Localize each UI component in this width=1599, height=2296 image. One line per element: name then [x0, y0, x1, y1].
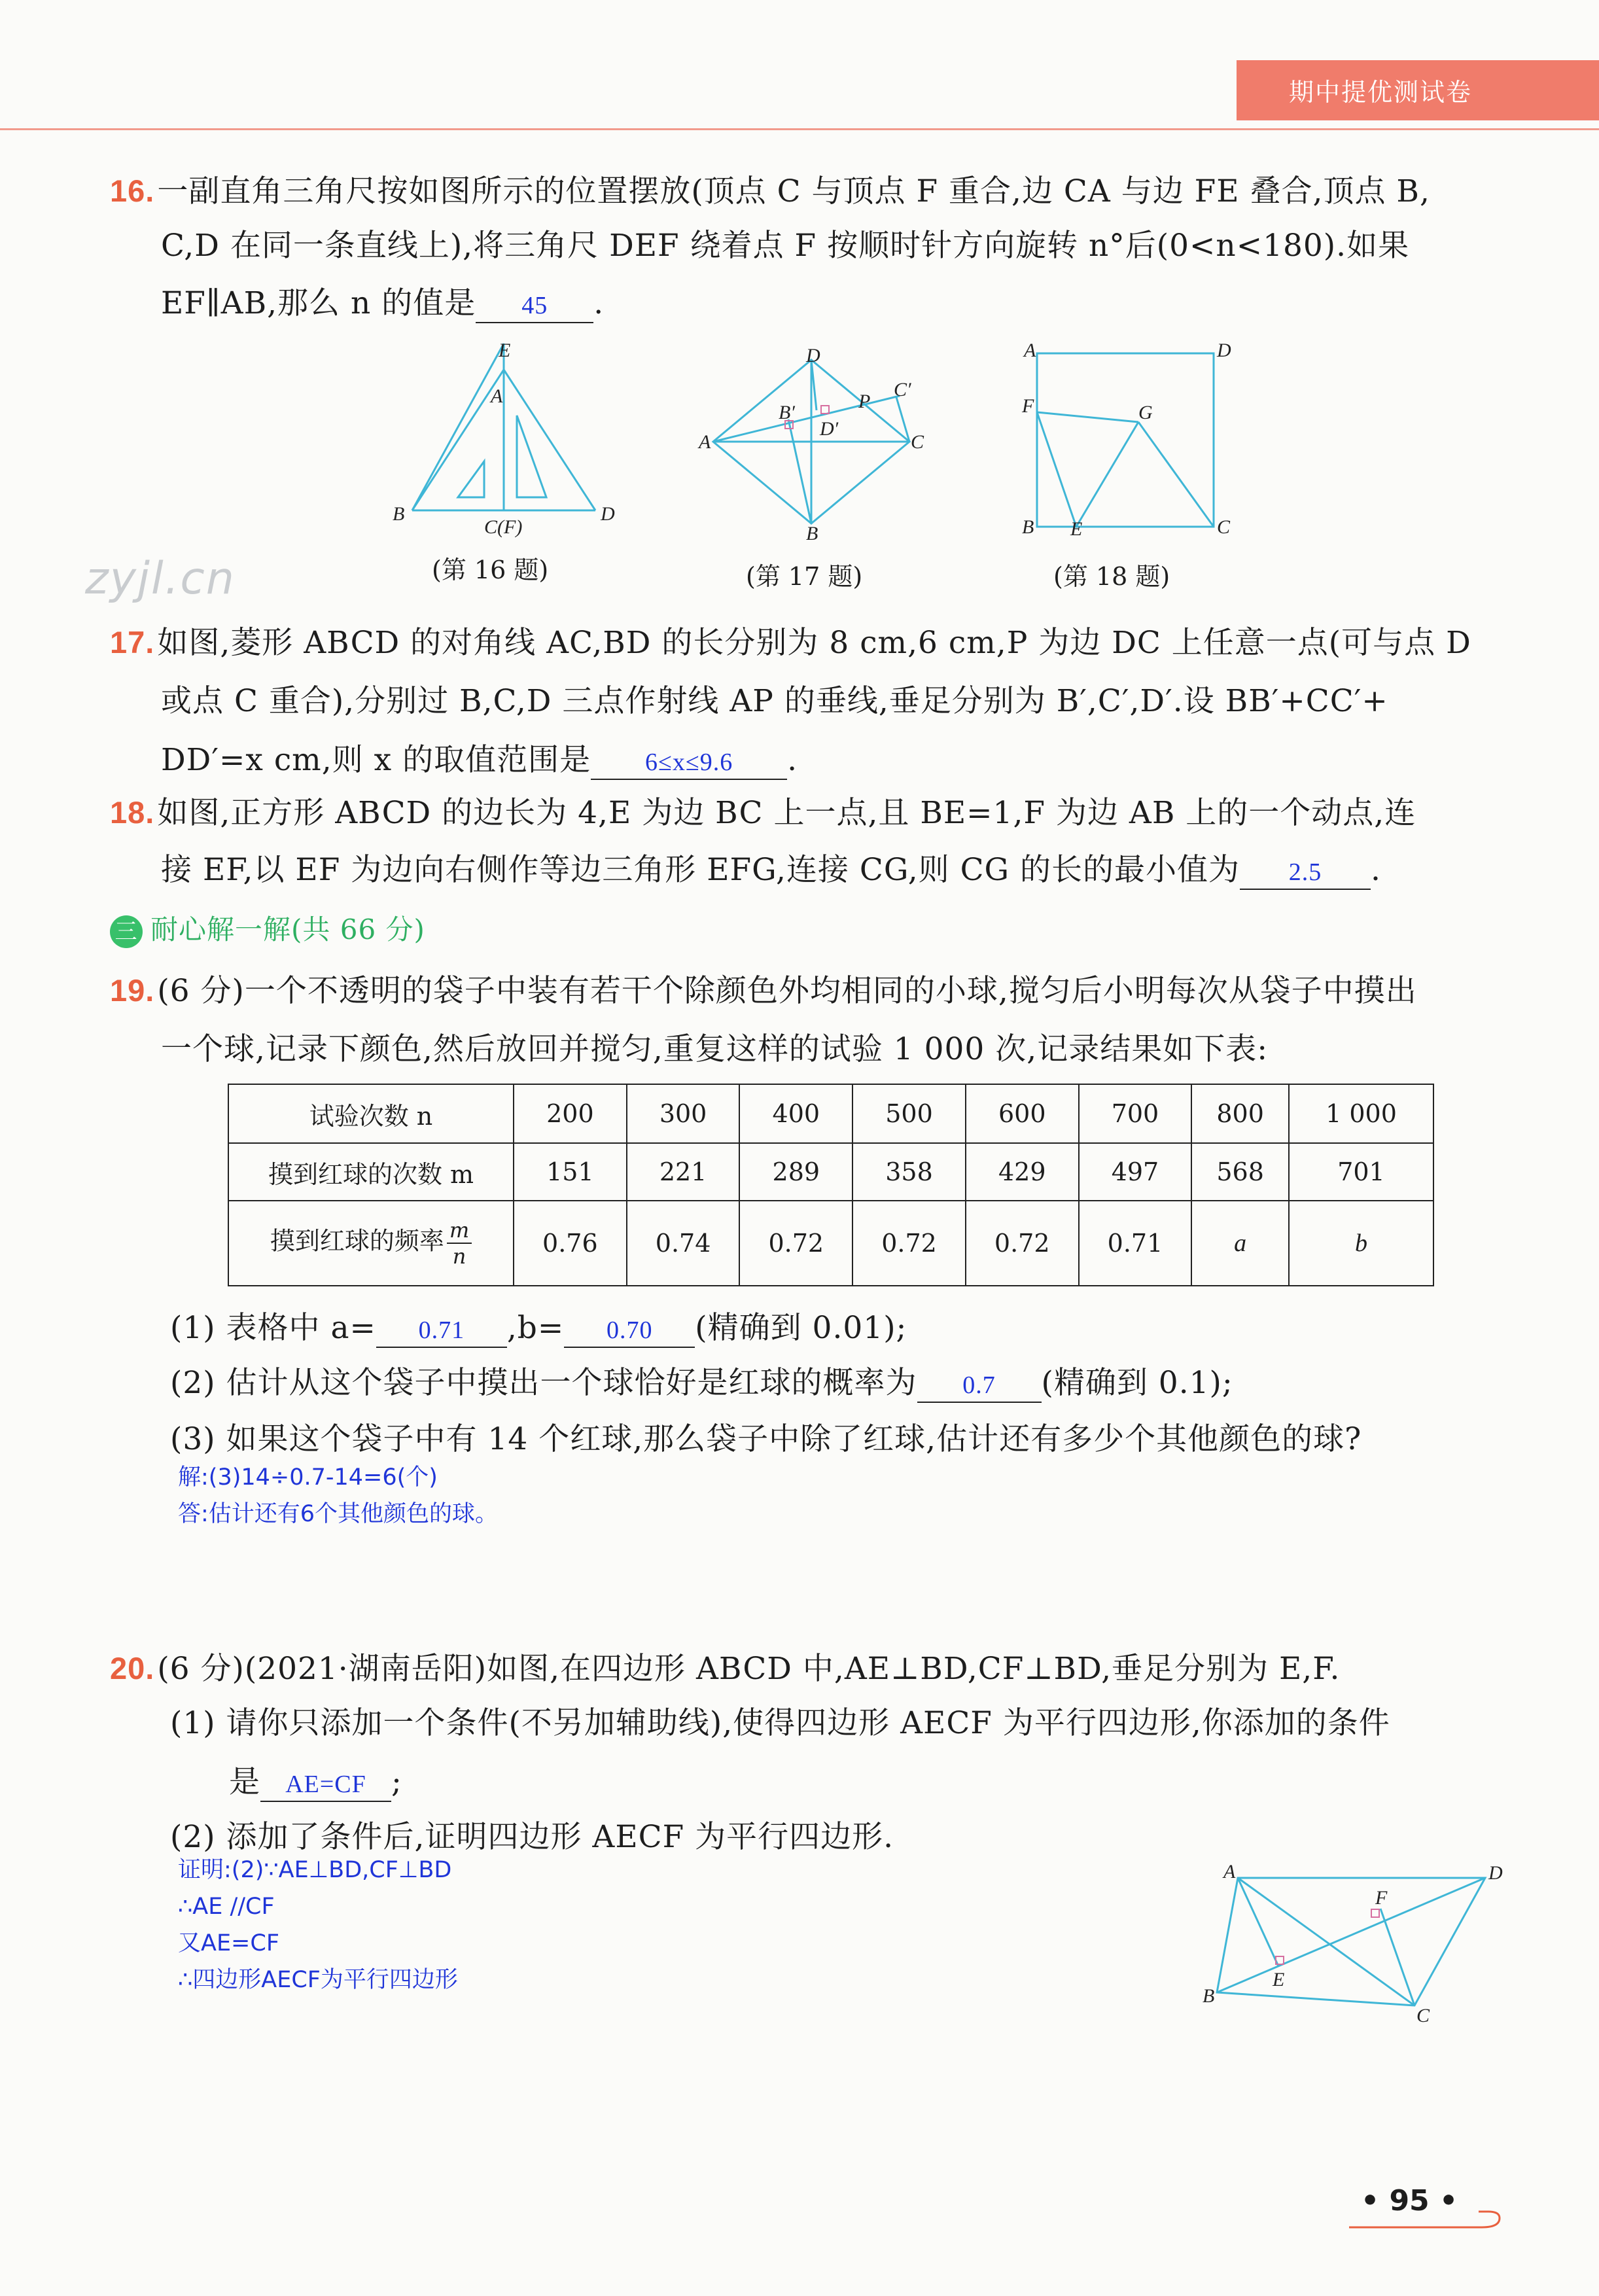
q16-text-3-end: . [593, 285, 605, 321]
table-cell: 221 [627, 1143, 740, 1201]
figure-17 [699, 344, 936, 544]
table-cell: 701 [1289, 1143, 1433, 1201]
fig20-label-A: A [1223, 1861, 1236, 1882]
fig16-label-D: D [601, 503, 615, 525]
fig18-label-E: E [1070, 518, 1083, 540]
q16-line1 [110, 162, 1430, 221]
q18-number: 18. [110, 795, 155, 830]
table-cell: 400 [739, 1084, 852, 1143]
q20-proof-2: ∴AE //CF [178, 1894, 275, 1920]
table-cell: 151 [514, 1143, 627, 1201]
q17-answer-blank [591, 742, 787, 780]
q16-text-1: 一副直角三角尺按如图所示的位置摆放(顶点 C 与顶点 F 重合,边 CA 与边 FE 叠合,顶点 B, [157, 173, 1430, 209]
fraction-denominator: n [452, 1244, 466, 1269]
q19-text-1: (6 分)一个不透明的袋子中装有若干个除颜色外均相同的小球,搅匀后小明每次从袋子中摸出 [157, 973, 1417, 1009]
q16-answer: 45 [521, 292, 548, 319]
table-cell: 0.76 [514, 1201, 627, 1286]
table-cell: b [1289, 1201, 1433, 1286]
q20-p1-pre: 是 [229, 1764, 260, 1800]
fig18-label-D: D [1217, 340, 1231, 361]
q16-number: 16. [110, 173, 155, 208]
fig20-label-E: E [1273, 1969, 1285, 1990]
table-cell-label: 试验次数 n [228, 1084, 514, 1143]
q17-text-3: DD′=x cm,则 x 的取值范围是 [161, 742, 591, 778]
table-cell: 600 [966, 1084, 1079, 1143]
q19-p1-blank-a [376, 1310, 507, 1348]
table-cell: 289 [739, 1143, 852, 1201]
q19-p2-text: (2) 估计从这个袋子中摸出一个球恰好是红球的概率为 [170, 1365, 917, 1401]
q19-part3: (3) 如果这个袋子中有 14 个红球,那么袋子中除了红球,估计还有多少个其他颜色的球? [170, 1421, 1362, 1457]
q20-part2: (2) 添加了条件后,证明四边形 AECF 为平行四边形. [170, 1819, 894, 1855]
fig18-caption: (第 18 题) [1053, 562, 1170, 591]
q19-part2 [170, 1357, 1233, 1409]
q19-solution-2: 答:估计还有6个其他颜色的球。 [178, 1501, 499, 1527]
watermark: zyjl.cn [85, 553, 236, 605]
q17-line2: 或点 C 重合),分别过 B,C,D 三点作射线 AP 的垂线,垂足分别为 B′,C′,D′.设 BB′+CC′+ [161, 683, 1388, 719]
fig17-label-C: C [911, 431, 924, 453]
figure-20 [1197, 1861, 1511, 2028]
fig17-label-Dprime: D′ [820, 418, 839, 440]
q20-part1-line2 [229, 1754, 402, 1811]
table-cell: 429 [966, 1143, 1079, 1201]
q19-p2-blank [917, 1365, 1042, 1403]
q19-p1-mid: ,b= [506, 1310, 565, 1346]
fig16-label-A: A [491, 385, 503, 407]
fig20-label-B: B [1203, 1985, 1215, 2007]
fig17-label-P: P [858, 391, 871, 412]
q19-table [228, 1084, 1434, 1286]
q16-line3 [161, 275, 604, 332]
q19-p2-answer: 0.7 [962, 1371, 996, 1399]
fig16-label-B: B [393, 503, 405, 525]
fig16-caption: (第 16 题) [432, 556, 549, 584]
table-row-freq [228, 1201, 1433, 1286]
fig18-label-C: C [1217, 516, 1231, 538]
section3-badge: 三 [110, 915, 143, 948]
q20-number: 20. [110, 1651, 155, 1686]
freq-label: 摸到红球的频率 [270, 1226, 444, 1256]
q19-p1-post: (精确到 0.01); [695, 1310, 907, 1346]
table-cell-label: 摸到红球的次数 m [228, 1143, 514, 1201]
q20-p1-post: ; [391, 1764, 402, 1800]
fig17-label-Bprime: B′ [779, 402, 795, 423]
fig20-label-C: C [1416, 2005, 1430, 2026]
q19-p1-answer-b: 0.70 [606, 1316, 653, 1344]
table-cell: 0.74 [627, 1201, 740, 1286]
header-divider [0, 128, 1599, 130]
fig20-label-F: F [1375, 1887, 1388, 1909]
q18-line1 [110, 784, 1416, 842]
fig18-label-F: F [1022, 395, 1034, 417]
q17-line3 [161, 732, 798, 789]
q19-part1 [170, 1302, 907, 1354]
q16-line2: C,D 在同一条直线上),将三角尺 DEF 绕着点 F 按顺时针方向旋转 n°后(0<n<180).如果 [161, 228, 1410, 264]
q20-proof-1: 证明:(2)∵AE⊥BD,CF⊥BD [178, 1857, 452, 1883]
fig17-label-A: A [699, 431, 711, 453]
table-cell: 500 [852, 1084, 966, 1143]
q20-p1-answer: AE=CF [285, 1771, 366, 1798]
table-cell: 0.71 [1079, 1201, 1192, 1286]
figure-18 [1014, 340, 1237, 540]
freq-fraction [447, 1218, 472, 1269]
q16-text-3: EF∥AB,那么 n 的值是 [161, 285, 476, 321]
q18-line2 [161, 841, 1381, 899]
fig16-label-E: E [499, 340, 511, 361]
fig17-label-Cprime: C′ [894, 379, 911, 400]
q20-proof-4: ∴四边形AECF为平行四边形 [178, 1967, 458, 1993]
table-cell: 300 [627, 1084, 740, 1143]
fig18-label-B: B [1022, 516, 1034, 538]
page-number: • 95 • [1361, 2184, 1458, 2217]
q19-line2: 一个球,记录下颜色,然后放回并搅匀,重复这样的试验 1 000 次,记录结果如下表: [161, 1031, 1269, 1067]
q17-text-3-end: . [787, 742, 798, 778]
page-corner-ornament [1348, 2210, 1511, 2236]
figure-16 [386, 337, 622, 540]
table-cell-label [228, 1201, 514, 1286]
table-cell: 700 [1079, 1084, 1192, 1143]
q18-answer: 2.5 [1288, 858, 1322, 886]
table-cell: 800 [1191, 1084, 1289, 1143]
q17-answer: 6≤x≤9.6 [644, 749, 733, 776]
q20-proof-3: 又AE=CF [178, 1930, 279, 1956]
q19-p1-answer-a: 0.71 [418, 1316, 465, 1344]
q17-line1 [110, 614, 1471, 672]
q19-solution-1: 解:(3)14÷0.7-14=6(个) [178, 1464, 438, 1491]
q20-line1 [110, 1640, 1340, 1698]
section3-title: 耐心解一解(共 66 分) [150, 913, 425, 945]
section3-heading [110, 907, 425, 953]
fraction-numerator: m [447, 1218, 472, 1244]
q19-number: 19. [110, 973, 155, 1008]
table-cell: 497 [1079, 1143, 1192, 1201]
fig16-label-CF: C(F) [484, 516, 523, 538]
q20-part1-line1: (1) 请你只添加一个条件(不另加辅助线),使得四边形 AECF 为平行四边形,你添加的条件 [170, 1705, 1390, 1741]
header-title: 期中提优测试卷 [1289, 78, 1473, 107]
fig18-label-G: G [1138, 402, 1153, 423]
table-cell: 0.72 [852, 1201, 966, 1286]
table-cell: a [1191, 1201, 1289, 1286]
fig17-label-B: B [806, 523, 818, 544]
q16-answer-blank [476, 285, 593, 323]
table-row-n [228, 1084, 1433, 1143]
q18-text-2-end: . [1371, 852, 1381, 888]
table-cell: 358 [852, 1143, 966, 1201]
q20-text-1: (6 分)(2021·湖南岳阳)如图,在四边形 ABCD 中,AE⊥BD,CF⊥BD,垂足分别为 E,F. [157, 1651, 1341, 1687]
q18-text-1: 如图,正方形 ABCD 的边长为 4,E 为边 BC 上一点,且 BE=1,F 为边 AB 上的一个动点,连 [157, 795, 1416, 831]
table-cell: 200 [514, 1084, 627, 1143]
fig20-label-D: D [1488, 1862, 1503, 1884]
q20-p1-blank [260, 1764, 391, 1802]
table-cell: 568 [1191, 1143, 1289, 1201]
q17-text-1: 如图,菱形 ABCD 的对角线 AC,BD 的长分别为 8 cm,6 cm,P 为边 DC 上任意一点(可与点 D [157, 625, 1471, 661]
fig18-label-A: A [1024, 340, 1036, 361]
fig17-label-D: D [806, 345, 820, 366]
q19-p1-text: (1) 表格中 a= [170, 1310, 376, 1346]
q19-p2-post: (精确到 0.1); [1041, 1365, 1233, 1401]
q18-text-2: 接 EF,以 EF 为边向右侧作等边三角形 EFG,连接 CG,则 CG 的长的最小值为 [161, 852, 1240, 888]
table-cell: 0.72 [739, 1201, 852, 1286]
table-row-m [228, 1143, 1433, 1201]
table-cell: 1 000 [1289, 1084, 1433, 1143]
fig17-caption: (第 17 题) [746, 562, 863, 591]
table-cell: 0.72 [966, 1201, 1079, 1286]
q18-answer-blank [1240, 852, 1371, 890]
q17-number: 17. [110, 625, 155, 660]
q19-line1 [110, 962, 1417, 1020]
q19-p1-blank-b [564, 1310, 695, 1348]
